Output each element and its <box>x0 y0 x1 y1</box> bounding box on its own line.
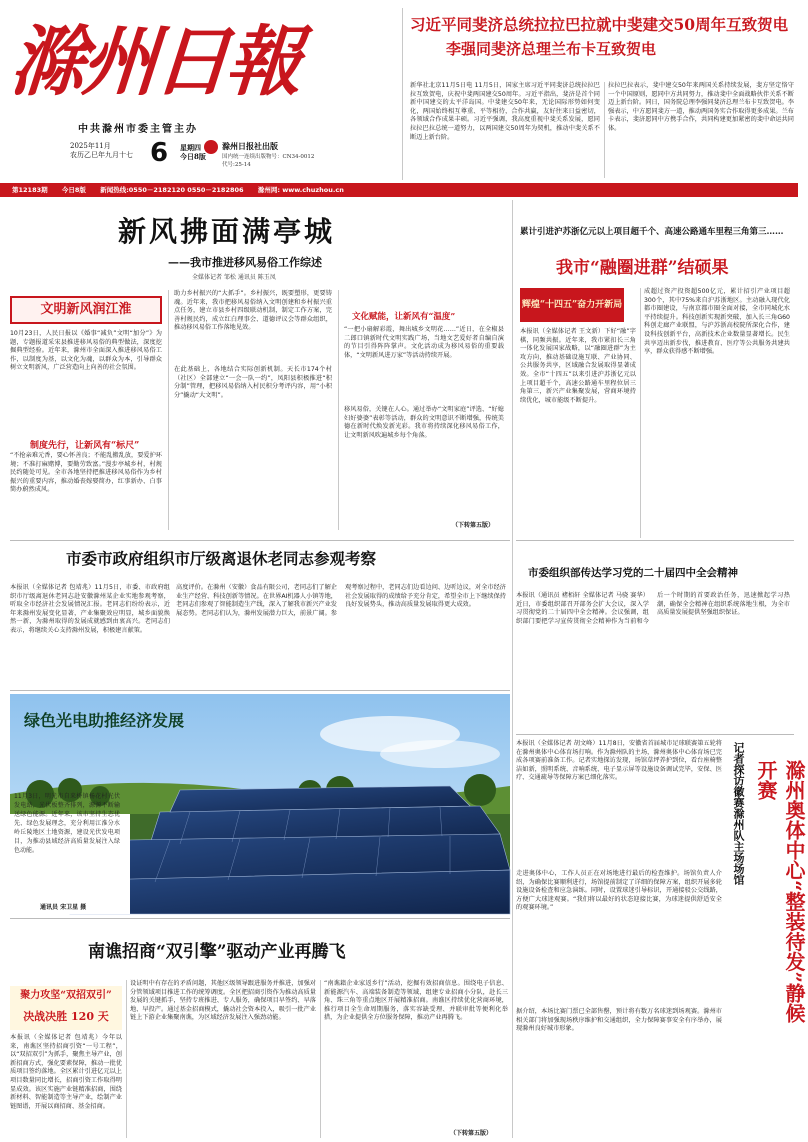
study-body: 本报讯（通讯员 褚栢轩 全媒体记者 马骁 赛华）近日，市委组织部召开部务会扩大会议，深入学习贯彻党的二十届四中全会精神。会议强调，组织部门要把学习宣传贯彻全会精神作为当前和今后一个时期的首要政治任务，迅速掀起学习热潮，确保全会精神在组织系统落地生根，为全市高质量发展提供坚强组织保证。 <box>516 592 790 625</box>
top-story-body-left: 新华社北京11月5日电 11月5日，国家主席习近平同斐济总统拉拉巴拉互致贺电，庆祝中斐两国建交50周年。习近平指出，斐济是首个同新中国建交的太平洋岛国。中斐建交50年来，无论国际形势如何变化，两国始终相互尊重、平等相待，合作共赢，友好往来日益密切，各领域合作成果丰硕。习近平强调，我高度重视中斐关系发展，愿同拉拉巴拉总统一道努力，以两国建交50周年为契机，推动中斐关系不断迈上新台阶。 <box>410 82 600 141</box>
solar-caption: 11月3日，明光市自来桥镇杨花村光伏发电站，光伏板整齐排列，源源不断输送绿色能源。近年来，该市坚持生态优先、绿色发展理念，充分利用江淮分水岭丘陵地区土地资源，建设光伏发电项目，为推动县域经济高质量发展注入绿色动能。 <box>14 793 120 854</box>
highway-badge-text: 辉煌“十四五”奋力开新局 <box>521 300 623 310</box>
newspaper-logo: 滁州日報 <box>6 17 302 106</box>
weekday: 星期四 <box>180 143 201 152</box>
feature-continued: （下转第五版） <box>452 522 495 529</box>
nanqiao-body: 本报讯（全媒体记者 包靖兆）今年以来，南谯区坚持招商引资“一号工程”，以“双招双引”为抓手，聚焦主导产业，创新招商方式，强化要素保障，推动一批优质项目签约落地。全区累计引进亿元以上项目数量同比增长，招商引资工作取得明显成效。该区实施产业链精准招商，围绕新材料、智能制造等主导产业，绘制产业链图谱，开展以商招商、基金招商。 <box>10 1034 122 1110</box>
postal-code: 代号:25-14 <box>222 162 251 168</box>
solar-photo <box>10 694 510 914</box>
highway-kicker: 累计引进沪苏浙亿元以上项目超千个、高速公路通车里程三角第三…… <box>520 227 784 237</box>
feature-para-2: 助力乡村振兴的“大抓手”。乡村振兴，既要塑形，更要铸魂。近年来，我市把移风易俗纳入文明创建和乡村振兴重点任务，建立市县乡村四级联动机制，制定工作方案，完善村规民约，成立红白理事会、道德评议会等群众组织，推动移风易俗工作落地见效。 <box>174 290 332 332</box>
solar-title[interactable]: 绿色光电助推经济发展 <box>24 711 185 730</box>
top-story-title[interactable]: 习近平同斐济总统拉拉巴拉就中斐建交50周年互致贺电 <box>410 15 789 34</box>
date-line1: 2025年11月 <box>70 142 111 150</box>
cn-code-text: 国内统一连续出版物号：CN34-0012 <box>222 154 315 160</box>
masthead-subtitle: 中共滁州市委主管主办 <box>78 124 198 135</box>
stadium-body-3: 据介绍，本场比赛门票已全部售罄，预计将有数万名球迷到场观赛。滁州市相关部门将加强现场秩序维护和交通组织，全力保障赛事安全有序举办，展现滁州良好城市形象。 <box>516 1008 722 1033</box>
feature-para-3: 在此基础上，各地结合实际创新机制。天长市174个村（社区）全部建立“一会一队一约”，凤阳县积极推进“积分制”管理，把移风易俗纳入村民积分考评内容，用“小积分”撬动“大文明”。 <box>174 366 332 399</box>
weekday-block <box>180 143 206 161</box>
edition-count: 今日8版 <box>180 152 206 161</box>
study-title[interactable]: 市委组织部传达学习党的二十届四中全会精神 <box>528 567 738 579</box>
nanqiao-body-2: 设证明中有存在的矛盾问题，其他区级领导跟进服务并推进，加强对分管领域项目推进工作的统筹调度。全区把招商引资作为推动高质量发展的关键抓手，坚持专班推进、专人服务，确保项目早签约、早落地、早投产。通过基金招商模式，撬动社会资本投入，吸引一批产业链上下游企业集聚南谯，为区域经济发展注入强劲动能。 <box>130 980 316 1022</box>
stadium-kicker <box>730 742 750 885</box>
date-block <box>70 142 150 160</box>
stadium-title-text: 滁州奥体中心“整装待发”静候开赛 <box>754 760 806 1024</box>
retirees-body-2: 高度评价。在滁州（安徽）食品有限公司，老同志们了解企业生产经营、科技创新等情况。在世界AI机器人小镇等地，老同志们参观了智能制造生产线，深入了解我市新兴产业发展态势。老同志们认为，滁州发展潜力巨大，前景广阔。参观考察过程中，老同志们边看边问、边听边议，对全市经济社会发展取得的成绩给予充分肯定，希望全市上下继续保持良好发展势头，推动高质量发展取得更大成效。 <box>176 584 506 617</box>
highway-body-2: 成超过资产投资超500亿元，累计招引产业项目超300个，其中75%来自沪苏浙地区。主动融入现代化都市圈建设，与南京都市圈全面对接，全市同城化水平持续提升。科技创新实现新突破，加入长三角G60科创走廊产业联盟，与沪苏浙高校院所深化合作，建设科技创新平台，高新技术企业数量显著增长。民生共享迈出新步伐，推进教育、医疗等公共服务共建共享，群众获得感不断增强。 <box>644 288 790 356</box>
stadium-kicker-text: 记者探访徽赛滁州队主场场馆 <box>732 742 745 885</box>
publisher-logo-icon <box>204 140 218 154</box>
feature-lead: 10月23日，人民日报以《婚事“减负”文明“加分”》为题，专题报道采宋县推进移风易俗的典型做法，深度挖掘典型经验。近年来，滁州市全面深入推进移风易俗工作，以制度为基，以文化为魂，以群众为本，引导群众树立文明新风，广泛营造向上向善的社会氛围。 <box>10 330 162 372</box>
highway-title[interactable]: 我市“融圈进群”结硕果 <box>556 258 729 278</box>
retirees-title[interactable]: 市委市政府组织市厅级离退休老同志参观考察 <box>66 549 377 568</box>
feature-badge <box>10 296 162 324</box>
issue-day: 6 <box>150 138 169 168</box>
feature-subhead-1: 制度先行，让新风有“标尺” <box>30 441 140 451</box>
news-hotline: 新闻热线:0550－2182120 0550－2182806 <box>100 186 244 194</box>
publisher-name: 滁州日报社出版 <box>222 141 278 151</box>
feature-badge-text: 文明新风润江淮 <box>40 302 132 317</box>
feature-para-1: “不抢亲难元香，要心怀善良；不能乱搬乱放，要爱护环境；不准打麻赌博，要勤劳致富。”漫步亭城乡村，村规民约随处可见。全市各地坚持把推进移风易俗作为乡村振兴的重要内容，推动婚丧嫁娶简办，红事新办、白事简办蔚然成风。 <box>10 452 162 494</box>
nanqiao-badge-line1: 聚力攻坚“双招双引” <box>20 990 112 1001</box>
feature-para-4: “一把小扇解彩霞，舞出城乡文明花……”近日，在全椒县二郎口镇新时代文明实践广场，当地文艺爱好者自编自演的节目引得阵阵掌声。文化活动成为移风易俗的重要载体，“文明新风进万家”等活动持续开展。 <box>344 326 504 359</box>
highway-body: 本报讯（全媒体记者 王文新）下好“融”字棋，同频共振。近年来，我市紧扣长三角一体化发展国家战略，以“融圈进群”为主攻方向，推动基础设施互联、产业协同、公共服务共享，区域融合发展取得显著成效。全市“十四五”以来引进沪苏浙亿元以上项目超千个，高速公路通车里程位居三角第三，新兴产业集聚发展，营商环境持续优化，城市能级不断提升。 <box>520 328 636 404</box>
pages-today: 今日8版 <box>61 186 86 194</box>
issue-number: 第12183期 <box>12 186 48 194</box>
feature-para-5: 移风易俗，关键在人心。通过举办“文明家庭”评选、“好媳妇好婆婆”表彰等活动，群众的文明意识不断增强，传统美德在新时代焕发新光彩。我市将持续深化移风易俗工作，让文明新风吹遍城乡每个角落。 <box>344 406 504 439</box>
nanqiao-badge <box>10 986 122 1030</box>
feature-byline: 全媒体记者 邹松 通讯员 陈玉凤 <box>192 274 276 281</box>
nanqiao-body-3: “南谯籍企业家返乡行”活动，挖掘有效招商信息。围绕电子信息、新能源汽车、高端装备制造等领域，组建专业招商小分队，赴长三角、珠三角等重点地区开展精准招商。南谯区持续优化营商环境，推行项目全生命周期服务，落实容缺受理、并联审批等便利化举措，为企业提供全方位服务保障，推动产业再腾飞。 <box>324 980 508 1022</box>
stadium-body-2: 走进奥体中心，工作人员正在对场地进行最后的检查维护。场馆负责人介绍，为确保比赛顺利进行，场馆提前制定了详细的保障方案，组织开展多轮设施设备检查和应急演练。同时，设置球迷引导标识，开通接驳公交线路，方便广大球迷观赛。“我们将以最好的状态迎接比赛，为球迷提供舒适安全的观赛环境。” <box>516 870 722 912</box>
nanqiao-continued: （下转第五版） <box>450 1130 493 1137</box>
top-story-subtitle: 李强同斐济总理兰布卡互致贺电 <box>446 40 657 58</box>
website-link[interactable]: 滁州网: www.chuzhou.cn <box>257 186 344 194</box>
feature-title[interactable]: 新风拂面满亭城 <box>118 215 336 248</box>
cn-code <box>222 152 314 168</box>
feature-subtitle: ——我市推进移风易俗工作综述 <box>168 256 322 269</box>
top-story-body-right: 拉拉巴拉表示，斐中建交50年来两国关系持续发展，斐方坚定恪守一个中国原则，愿同中方共同努力，推动斐中全面战略伙伴关系不断迈上新台阶。同日，国务院总理李强同斐济总理兰布卡互致贺电。李强表示，中方愿同斐方一道，推动两国务实合作取得更多成果。兰布卡表示，斐济愿同中方携手合作，共同构建更加紧密的斐中命运共同体。 <box>608 82 794 132</box>
solar-credit: 通讯员 宋卫星 摄 <box>40 904 87 911</box>
retirees-body: 本报讯（全媒体记者 包靖兆）11月5日，市委、市政府组织市厅级离退休老同志赴安徽滁州某企业实地参观考察，听取全市经济社会发展情况汇报。老同志们纷纷表示，近年来滁州发展变化显著，产业集聚效应明显，城乡面貌焕然一新，为滁州取得的发展成就感到由衷高兴。老同志们表示，将继续关心支持滁州发展，积极建言献策。 <box>10 584 170 634</box>
stadium-title[interactable] <box>752 760 806 1030</box>
nanqiao-title[interactable]: 南谯招商“双引擎”驱动产业再腾飞 <box>88 942 346 962</box>
nanqiao-badge-line2: 决战决胜 120 天 <box>23 1010 109 1023</box>
highway-badge <box>520 288 624 322</box>
stadium-body: 本报讯（全媒体记者 胡文峰）11月8日，安徽省首届城市足球联赛第五轮将在滁州奥体中心体育场打响。作为滁州队的主场，滁州奥体中心体育场已完成各项赛前准备工作。记者实地探访发现，场馆草坪养护到位，看台座椅整洁如新，照明系统、音响系统、电子显示屏等设施设备调试完毕，安保、医疗、交通疏导等保障方案已细化落实。 <box>516 740 722 782</box>
date-line2: 农历乙巳年九月十七 <box>70 151 133 159</box>
info-bar <box>0 183 798 197</box>
feature-subhead-2: 文化赋能，让新风有“温度” <box>352 312 456 322</box>
